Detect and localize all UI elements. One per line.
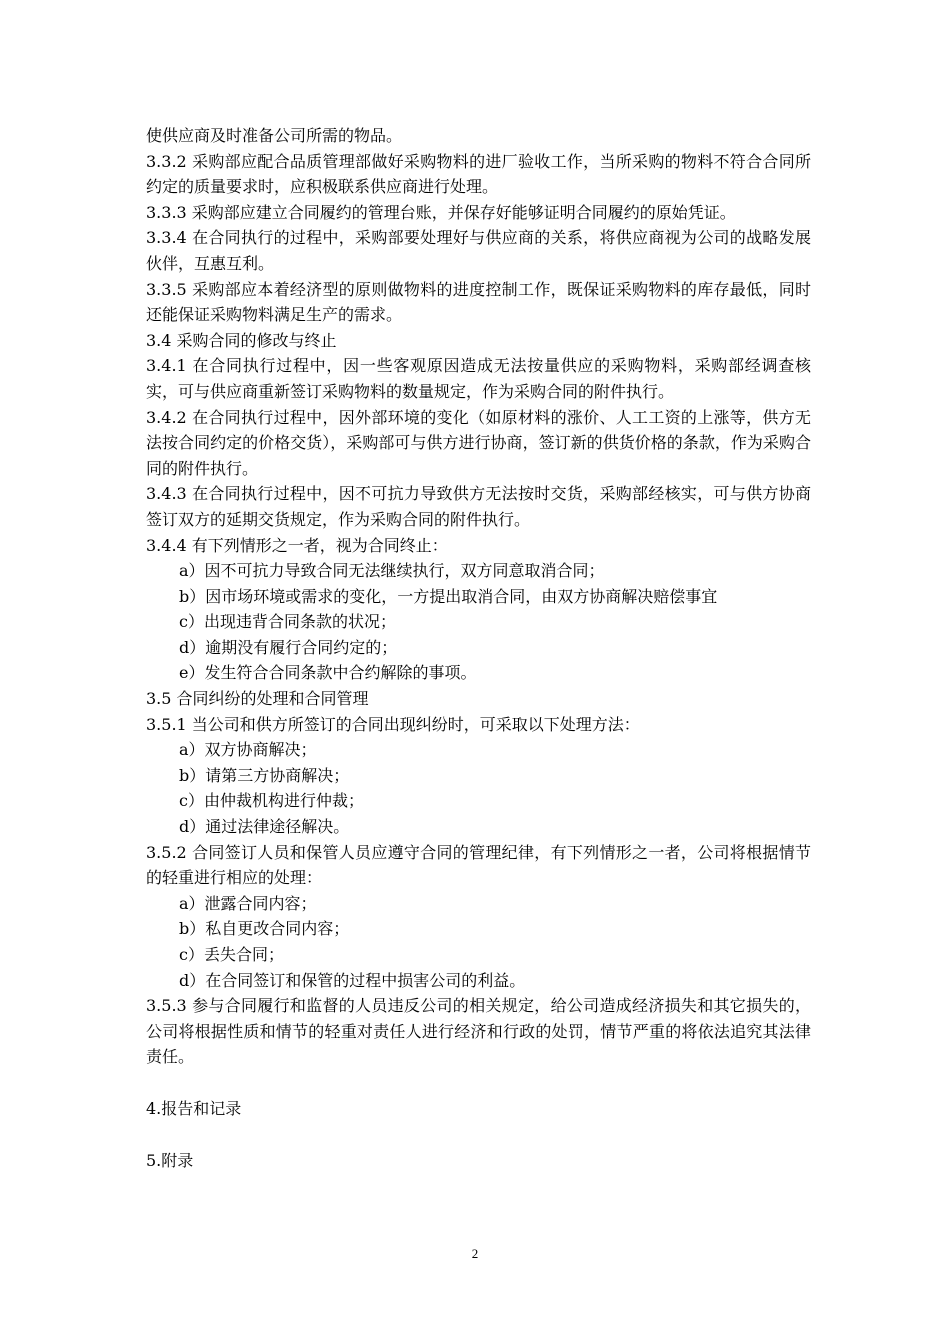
- list-item: d）通过法律途径解决。: [179, 817, 350, 837]
- section-spacer: [146, 1070, 811, 1096]
- paragraph-3-5-1: 3.5.1 当公司和供方所签订的合同出现纠纷时，可采取以下处理方法：: [146, 714, 640, 734]
- list-item: c）由仲裁机构进行仲裁；: [179, 791, 364, 811]
- list-item: c）丢失合同；: [179, 945, 284, 964]
- list-item: d）逾期没有履行合同约定的；: [179, 637, 398, 657]
- paragraph-continuation: 使供应商及时准备公司所需的物品。: [146, 126, 403, 145]
- paragraph-3-4-1: 3.4.1 在合同执行过程中，因一些客观原因造成无法按量供应的采购物料，采购部经调查核实，可与供应商重新签订采购物料的数量规定，作为采购合同的附件执行。: [146, 356, 811, 401]
- list-item: b）私自更改合同内容；: [179, 919, 350, 939]
- list-item: a）泄露合同内容；: [179, 893, 317, 913]
- list-item: e）发生符合合同条款中合约解除的事项。: [179, 663, 477, 683]
- section-spacer: [146, 1122, 811, 1148]
- list-item: d）在合同签订和保管的过程中损害公司的利益。: [179, 970, 526, 990]
- page-number: 2: [471, 1246, 479, 1261]
- paragraph-3-3-3: 3.3.3 采购部应建立合同履约的管理台账，并保存好能够证明合同履约的原始凭证。: [146, 202, 736, 222]
- section-heading-4: 4.报告和记录: [146, 1098, 242, 1118]
- paragraph-3-3-5: 3.3.5 采购部应本着经济型的原则做物料的进度控制工作，既保证采购物料的库存最低，同时还能保证采购物料满足生产的需求。: [146, 279, 811, 325]
- paragraph-3-4-2: 3.4.2 在合同执行过程中，因外部环境的变化（如原材料的涨价、人工工资的上涨等，供方无法按合同约定的价格交货），采购部可与供方进行协商，签订新的供货价格的条款，作为采购合同的附件执行。: [146, 407, 811, 478]
- paragraph-3-4-3: 3.4.3 在合同执行过程中，因不可抗力导致供方无法按时交货，采购部经核实，可与供方协商签订双方的延期交货规定，作为采购合同的附件执行。: [146, 484, 811, 529]
- paragraph-3-5-3: 3.5.3 参与合同履行和监督的人员违反公司的相关规定，给公司造成经济损失和其它损失的，公司将根据性质和情节的轻重对责任人进行经济和行政的处罚，情节严重的将依法追究其法律责任。: [146, 996, 811, 1067]
- paragraph-3-3-4: 3.3.4 在合同执行的过程中，采购部要处理好与供应商的关系，将供应商视为公司的战略发展伙伴，互惠互利。: [146, 228, 811, 273]
- paragraph-3-5-2: 3.5.2 合同签订人员和保管人员应遵守合同的管理纪律，有下列情形之一者，公司将根据情节的轻重进行相应的处理：: [146, 842, 811, 888]
- list-item: b）因市场环境或需求的变化，一方提出取消合同，由双方协商解决赔偿事宜: [179, 586, 718, 606]
- list-item: c）出现违背合同条款的状况；: [179, 612, 396, 632]
- section-heading-5: 5.附录: [146, 1150, 194, 1170]
- list-item: b）请第三方协商解决；: [179, 765, 350, 785]
- paragraph-3-3-2: 3.3.2 采购部应配合品质管理部做好采购物料的进厂验收工作，当所采购的物料不符合合同所约定的质量要求时，应积极联系供应商进行处理。: [146, 151, 811, 197]
- list-item: a）双方协商解决；: [179, 740, 317, 760]
- heading-3-5: 3.5 合同纠纷的处理和合同管理: [146, 689, 369, 709]
- document-page: [146, 123, 811, 1173]
- list-item: a）因不可抗力导致合同无法继续执行，双方同意取消合同；: [179, 561, 605, 581]
- paragraph-3-4-4: 3.4.4 有下列情形之一者，视为合同终止：: [146, 535, 448, 555]
- heading-3-4: 3.4 采购合同的修改与终止: [146, 330, 337, 350]
